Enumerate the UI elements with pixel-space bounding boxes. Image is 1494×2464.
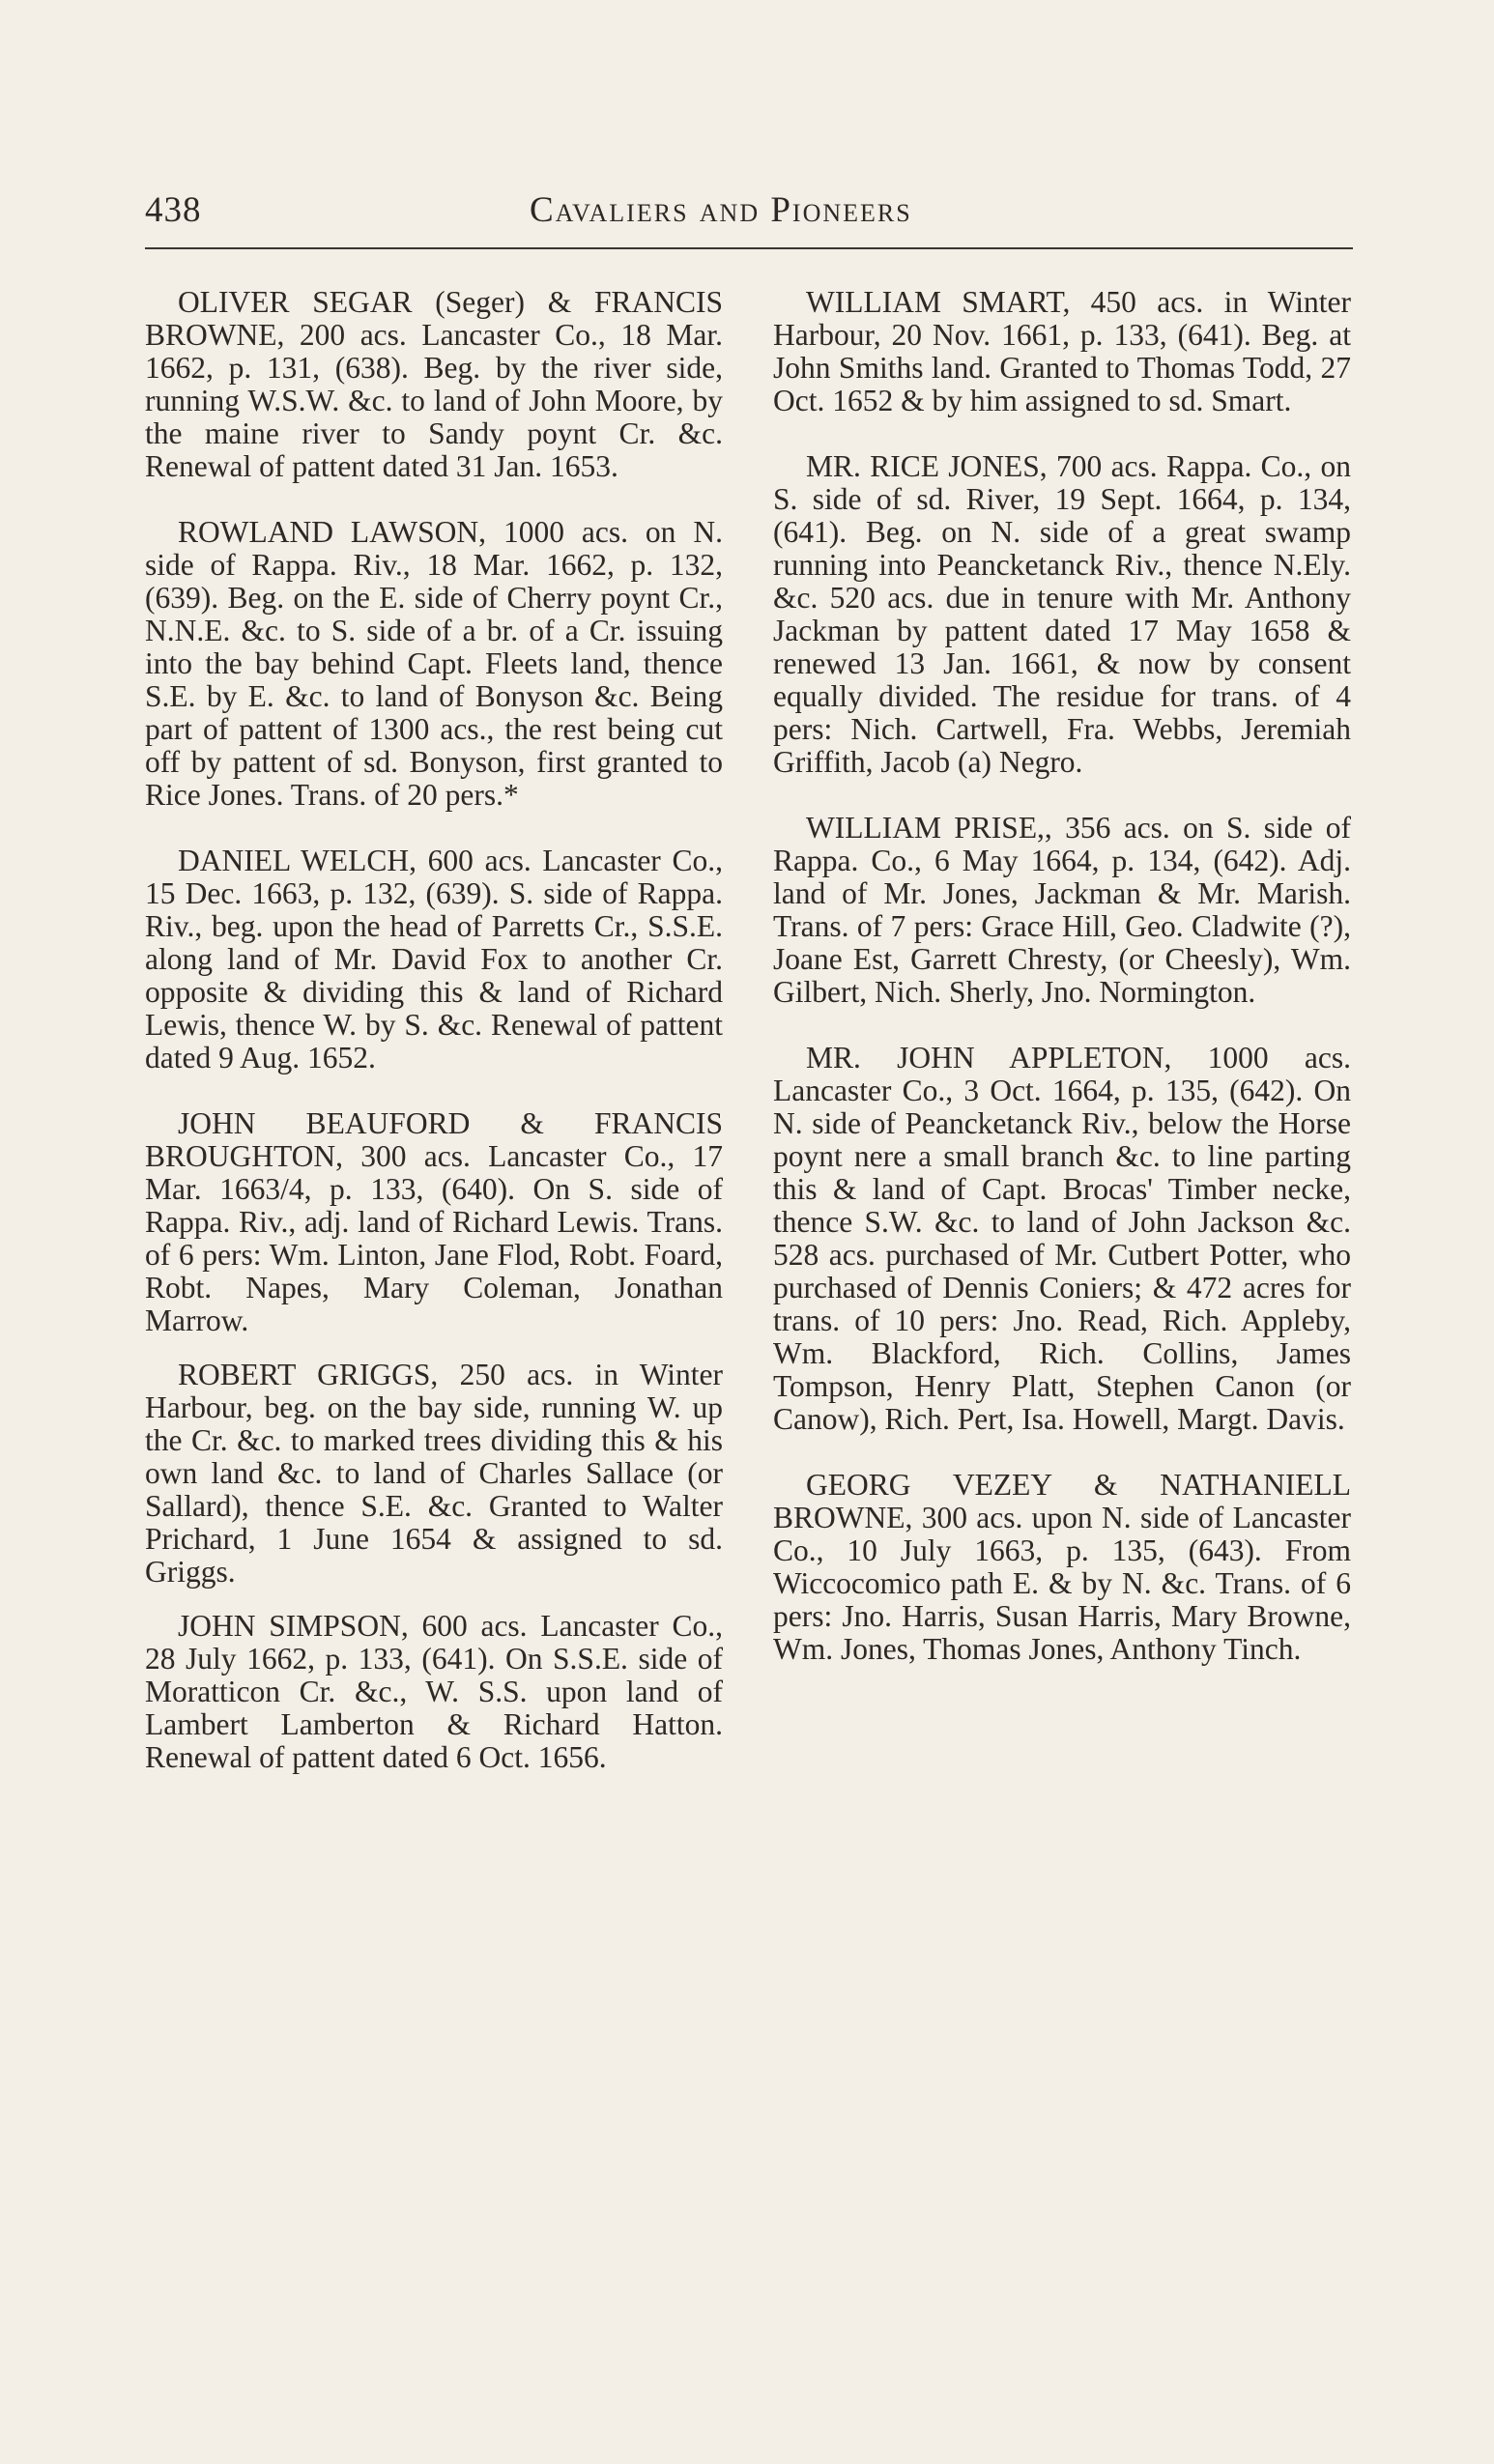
header-rule	[145, 247, 1353, 249]
running-title: Cavaliers and Pioneers	[530, 190, 912, 230]
land-grant-entry: MR. JOHN APPLETON, 1000 acs. Lancaster Co., 3 Oct. 1664, p. 135, (642). On N. side of Peancketanck Riv., below the Horse poynt nere a small branch &c. to line parting this & land of Capt. Brocas' Timber necke, thence S.W. &c. to land of John Jackson &c. 528 acs. purchased of Mr. Cutbert Potter, who purchased of Dennis Coniers; & 472 acres for trans. of 10 pers: Jno. Read, Rich. Appleby, Wm. Blackford, Rich. Collins, James Tompson, Henry Platt, Stephen Canon (or Canow), Rich. Pert, Isa. Howell, Margt. Davis.	[773, 1041, 1351, 1436]
land-grant-entry: ROWLAND LAWSON, 1000 acs. on N. side of Rappa. Riv., 18 Mar. 1662, p. 132, (639). Beg. on the E. side of Cherry poynt Cr., N.N.E. &c. to S. side of a br. of a Cr. issuing into the bay behind Capt. Fleets land, thence S.E. by E. &c. to land of Bonyson &c. Being part of pattent of 1300 acs., the rest being cut off by pattent of sd. Bonyson, first granted to Rice Jones. Trans. of 20 pers.*	[145, 515, 723, 812]
land-grant-entry: WILLIAM SMART, 450 acs. in Winter Harbour, 20 Nov. 1661, p. 133, (641). Beg. at John Smiths land. Granted to Thomas Todd, 27 Oct. 1652 & by him assigned to sd. Smart.	[773, 285, 1351, 417]
page-header	[145, 189, 1353, 238]
land-grant-entry: ROBERT GRIGGS, 250 acs. in Winter Harbour, beg. on the bay side, running W. up the Cr. &c. to marked trees dividing this & his own land &c. to land of Charles Sallace (or Sallard), thence S.E. &c. Granted to Walter Prichard, 1 June 1654 & assigned to sd. Griggs.	[145, 1358, 723, 1589]
land-grant-entry: DANIEL WELCH, 600 acs. Lancaster Co., 15 Dec. 1663, p. 132, (639). S. side of Rappa. Riv., beg. upon the head of Parretts Cr., S.S.E. along land of Mr. David Fox to another Cr. opposite & dividing this & land of Richard Lewis, thence W. by S. &c. Renewal of pattent dated 9 Aug. 1652.	[145, 844, 723, 1074]
left-column	[145, 286, 723, 1807]
land-grant-entry: WILLIAM PRISE,, 356 acs. on S. side of Rappa. Co., 6 May 1664, p. 134, (642). Adj. land of Mr. Jones, Jackman & Mr. Marish. Trans. of 7 pers: Grace Hill, Geo. Cladwite (?), Joane Est, Garrett Chresty, (or Cheesly), Wm. Gilbert, Nich. Sherly, Jno. Normington.	[773, 811, 1351, 1009]
land-grant-entry: JOHN BEAUFORD & FRANCIS BROUGHTON, 300 acs. Lancaster Co., 17 Mar. 1663/4, p. 133, (640). On S. side of Rappa. Riv., adj. land of Richard Lewis. Trans. of 6 pers: Wm. Linton, Jane Flod, Robt. Foard, Robt. Napes, Mary Coleman, Jonathan Marrow.	[145, 1106, 723, 1337]
right-column	[773, 286, 1351, 1699]
land-grant-entry: GEORG VEZEY & NATHANIELL BROWNE, 300 acs. upon N. side of Lancaster Co., 10 July 1663, p. 135, (643). From Wiccocomico path E. & by N. &c. Trans. of 6 pers: Jno. Harris, Susan Harris, Mary Browne, Wm. Jones, Thomas Jones, Anthony Tinch.	[773, 1468, 1351, 1666]
land-grant-entry: OLIVER SEGAR (Seger) & FRANCIS BROWNE, 200 acs. Lancaster Co., 18 Mar. 1662, p. 131, (638). Beg. by the river side, running W.S.W. &c. to land of John Moore, by the maine river to Sandy poynt Cr. &c. Renewal of pattent dated 31 Jan. 1653.	[145, 285, 723, 483]
page-number: 438	[145, 190, 202, 230]
land-grant-entry: JOHN SIMPSON, 600 acs. Lancaster Co., 28 July 1662, p. 133, (641). On S.S.E. side of Moratticon Cr. &c., W. S.S. upon land of Lambert Lamberton & Richard Hatton. Renewal of pattent dated 6 Oct. 1656.	[145, 1609, 723, 1774]
land-grant-entry: MR. RICE JONES, 700 acs. Rappa. Co., on S. side of sd. River, 19 Sept. 1664, p. 134, (641). Beg. on N. side of a great swamp running into Peancketanck Riv., thence N.Ely. &c. 520 acs. due in tenure with Mr. Anthony Jackman by pattent dated 17 May 1658 & renewed 13 Jan. 1661, & now by consent equally divided. The residue for trans. of 4 pers: Nich. Cartwell, Fra. Webbs, Jeremiah Griffith, Jacob (a) Negro.	[773, 449, 1351, 779]
